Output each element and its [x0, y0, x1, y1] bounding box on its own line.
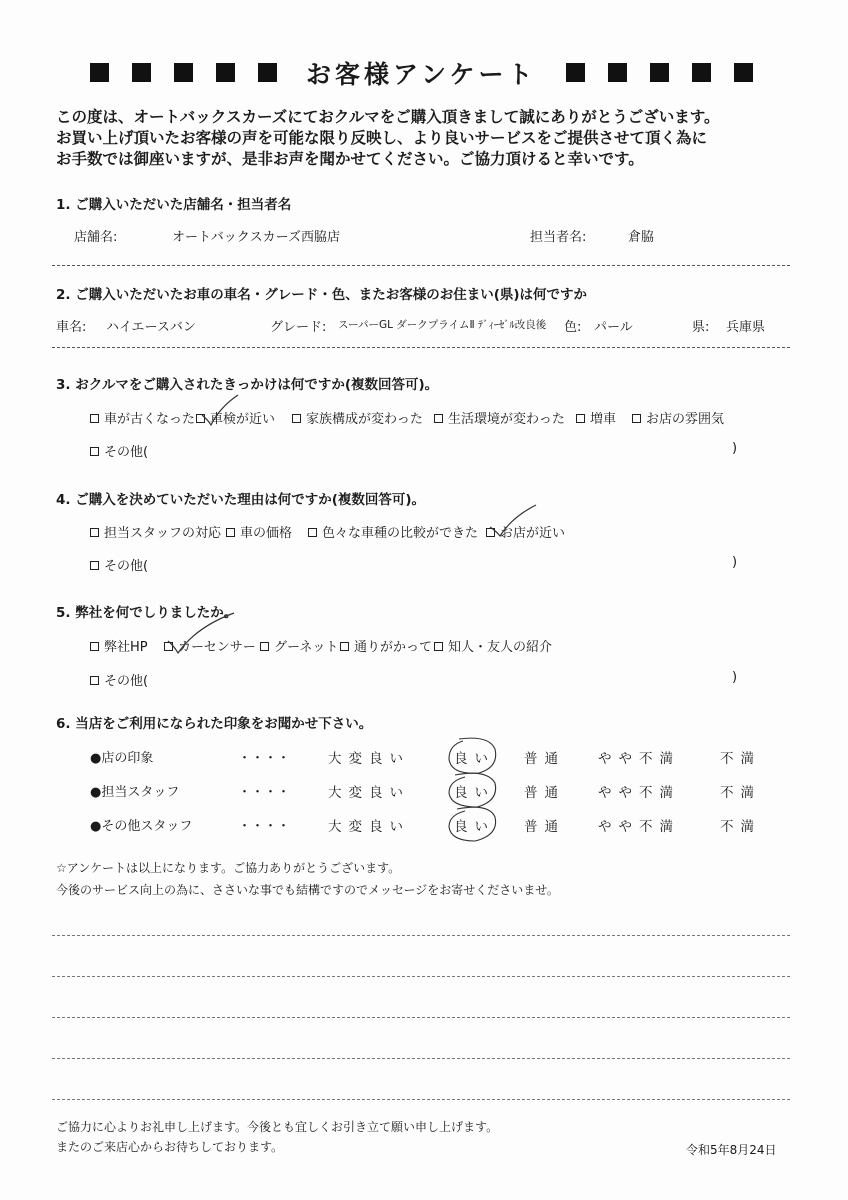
store-label: 店舗名:: [74, 230, 118, 245]
rating-option[interactable]: 不満: [720, 785, 761, 801]
divider: [52, 265, 790, 266]
selection-circle-icon: [445, 735, 501, 845]
dots: ・・・・: [238, 819, 291, 834]
rating-option[interactable]: 普通: [524, 751, 565, 767]
square-icon: [734, 63, 753, 82]
rating-option[interactable]: やや不満: [598, 819, 680, 835]
square-icon: [608, 63, 627, 82]
q6-heading: 6. 当店をご利用になられた印象をお聞かせ下さい。: [56, 716, 373, 732]
q3-option[interactable]: 生活環境が変わった: [434, 408, 565, 427]
color-label: 色:: [564, 320, 582, 335]
footer-date: 令和5年8月24日: [686, 1143, 777, 1157]
q5-other-close: ): [732, 670, 738, 685]
intro-text: [56, 107, 720, 170]
checkbox[interactable]: [308, 528, 317, 537]
square-icon: [692, 63, 711, 82]
message-line[interactable]: [52, 976, 790, 977]
car-label: 車名:: [56, 320, 87, 335]
square-icon: [90, 63, 109, 82]
closing-line: ☆アンケートは以上になります。ご協力ありがとうございます。: [56, 861, 401, 875]
checkbox[interactable]: [260, 642, 269, 651]
rating-option-selected[interactable]: 良い: [454, 785, 495, 801]
footer-line: またのご来店心からお待ちしております。: [56, 1140, 284, 1154]
q2-heading: 2. ご購入いただいたお車の車名・グレード・色、またお客様のお住まい(県)は何ですか: [56, 287, 588, 303]
checkbox[interactable]: [576, 414, 585, 423]
square-icon: [216, 63, 235, 82]
pref-value: 兵庫県: [726, 320, 766, 335]
q5-option[interactable]: 弊社HP: [90, 636, 148, 655]
rating-option-selected[interactable]: 良い: [454, 819, 495, 835]
message-line[interactable]: [52, 935, 790, 936]
q4-other-close: ): [732, 555, 738, 570]
q4-option[interactable]: お店が近い: [486, 522, 565, 541]
rating-row-label: ●店の印象: [90, 751, 154, 766]
intro-line: お手数では御座いますが、是非お声を聞かせてください。ご協力頂けると幸いです。: [56, 150, 644, 168]
q5-option[interactable]: グーネット: [260, 636, 338, 655]
staff-label: 担当者名:: [530, 230, 587, 245]
square-icon: [650, 63, 669, 82]
rating-row-label: ●担当スタッフ: [90, 785, 180, 800]
rating-row-label: ●その他スタッフ: [90, 819, 193, 834]
checkbox[interactable]: [340, 642, 349, 651]
checkmark-icon: [200, 393, 240, 429]
title-row: [0, 55, 848, 89]
checkbox[interactable]: [90, 528, 99, 537]
intro-line: この度は、オートバックスカーズにておクルマをご購入頂きまして誠にありがとうございます。: [56, 108, 720, 126]
message-line[interactable]: [52, 1058, 790, 1059]
q3-other[interactable]: その他(: [90, 441, 148, 460]
checkbox[interactable]: [434, 642, 443, 651]
checkbox[interactable]: [90, 447, 99, 456]
q5-option[interactable]: カーセンサー: [164, 636, 256, 655]
q5-option[interactable]: 通りがかって: [340, 636, 432, 655]
q4-heading: 4. ご購入を決めていただいた理由は何ですか(複数回答可)。: [56, 492, 426, 508]
checkbox[interactable]: [90, 561, 99, 570]
square-icon: [566, 63, 585, 82]
checkbox[interactable]: [434, 414, 443, 423]
rating-option[interactable]: 普通: [524, 785, 565, 801]
grade-label: グレード:: [270, 320, 327, 335]
q3-option[interactable]: 車検が近い: [196, 408, 275, 427]
rating-option[interactable]: 大変良い: [328, 819, 410, 835]
intro-line: お買い上げ頂いたお客様の声を可能な限り反映し、より良いサービスをご提供させて頂く為に: [56, 129, 708, 147]
message-line[interactable]: [52, 1017, 790, 1018]
checkbox[interactable]: [632, 414, 641, 423]
q3-option[interactable]: 増車: [576, 408, 616, 427]
footer-line: ご協力に心よりお礼申し上げます。今後とも宜しくお引き立て願い申し上げます。: [56, 1120, 499, 1134]
car-value: ハイエースバン: [106, 320, 196, 335]
square-icon: [258, 63, 277, 82]
page-title: お客様アンケート: [306, 60, 537, 89]
checkbox[interactable]: [90, 414, 99, 423]
rating-option[interactable]: やや不満: [598, 785, 680, 801]
rating-option[interactable]: 大変良い: [328, 751, 410, 767]
rating-option[interactable]: 大変良い: [328, 785, 410, 801]
checkbox[interactable]: [90, 676, 99, 685]
q4-option[interactable]: 車の価格: [226, 522, 292, 541]
rating-option[interactable]: 不満: [720, 751, 761, 767]
q5-heading: 5. 弊社を何でしりましたか。: [56, 605, 238, 621]
rating-option-selected[interactable]: 良い: [454, 751, 495, 767]
store-value: オートバックスカーズ西脇店: [172, 230, 340, 245]
checkbox[interactable]: [226, 528, 235, 537]
q1-heading: 1. ご購入いただいた店舗名・担当者名: [56, 197, 292, 213]
checkbox[interactable]: [90, 642, 99, 651]
staff-value: 倉脇: [628, 230, 655, 245]
q4-other[interactable]: その他(: [90, 555, 148, 574]
q3-option[interactable]: お店の雰囲気: [632, 408, 724, 427]
q5-other[interactable]: その他(: [90, 670, 148, 689]
square-icon: [132, 63, 151, 82]
message-line[interactable]: [52, 1099, 790, 1100]
rating-option[interactable]: 普通: [524, 819, 565, 835]
q3-other-close: ): [732, 441, 738, 456]
q3-heading: 3. おクルマをご購入されたきっかけは何ですか(複数回答可)。: [56, 377, 439, 393]
color-value: パール: [594, 320, 633, 335]
grade-value: スーパーGL ダークプライムⅡ ﾃﾞｨｰｾﾞﾙ改良後: [338, 319, 547, 331]
q4-option[interactable]: 担当スタッフの対応: [90, 522, 221, 541]
checkmark-icon: [166, 611, 236, 655]
q4-option[interactable]: 色々な車種の比較ができた: [308, 522, 478, 541]
divider: [52, 347, 790, 348]
checkbox[interactable]: [292, 414, 301, 423]
pref-label: 県:: [692, 320, 710, 335]
checkmark-icon: [488, 503, 538, 539]
dots: ・・・・: [238, 751, 291, 766]
closing-line: 今後のサービス向上の為に、ささいな事でも結構ですのでメッセージをお寄せくださいませ。: [56, 883, 559, 897]
q3-option[interactable]: 車が古くなった: [90, 408, 195, 427]
rating-option[interactable]: 不満: [720, 819, 761, 835]
square-icon: [174, 63, 193, 82]
q5-option[interactable]: 知人・友人の紹介: [434, 636, 552, 655]
rating-option[interactable]: やや不満: [598, 751, 680, 767]
dots: ・・・・: [238, 785, 291, 800]
q3-option[interactable]: 家族構成が変わった: [292, 408, 423, 427]
